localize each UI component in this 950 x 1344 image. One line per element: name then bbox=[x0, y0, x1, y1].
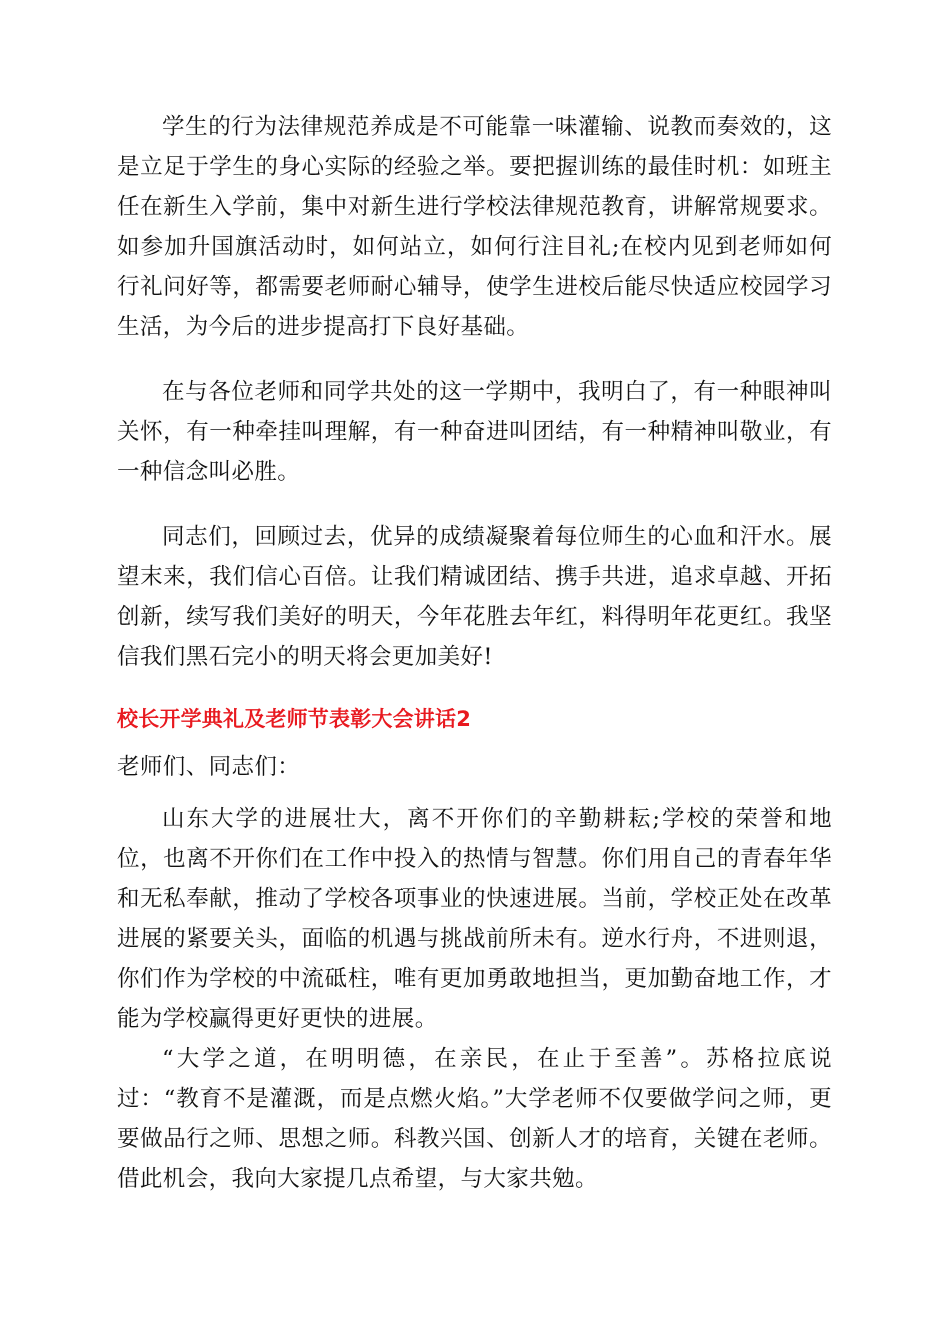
salutation: 老师们、同志们： bbox=[117, 754, 301, 780]
paragraph-teacher-expectations: “大学之道，在明明德，在亲民，在止于至善”。苏格拉底说过：“教育不是灌溉，而是点燃火焰。”大学老师不仅要做学问之师，更要做品行之师、思想之师。科教兴国、创新人才的培育，关键在老师。借此机会，我向大家提几点希望，与大家共勉。 bbox=[117, 1046, 832, 1192]
paragraph-behavior-norms: 学生的行为法律规范养成是不可能靠一味灌输、说教而奏效的，这是立足于学生的身心实际的经验之举。要把握训练的最佳时机：如班主任在新生入学前，集中对新生进行学校法律规范教育，讲解常规要求。如参加升国旗活动时，如何站立，如何行注目礼;在校内见到老师如何行礼问好等，都需要老师耐心辅导，使学生进校后能尽快适应校园学习生活，为今后的进步提高打下良好基础。 bbox=[117, 114, 832, 340]
paragraph-semester-reflection: 在与各位老师和同学共处的这一学期中，我明白了，有一种眼神叫关怀，有一种牵挂叫理解，有一种奋进叫团结，有一种精神叫敬业，有一种信念叫必胜。 bbox=[117, 379, 832, 485]
paragraph-university-development: 山东大学的进展壮大，离不开你们的辛勤耕耘;学校的荣誉和地位，也离不开你们在工作中投入的热情与智慧。你们用自己的青春年华和无私奉献，推动了学校各项事业的快速进展。当前，学校正处在改革进展的紧要关头，面临的机遇与挑战前所未有。逆水行舟，不进则退，你们作为学校的中流砥柱，唯有更加勇敢地担当，更加勤奋地工作，才能为学校赢得更好更快的进展。 bbox=[117, 806, 832, 1032]
section-heading: 校长开学典礼及老师节表彰大会讲话2 bbox=[117, 707, 472, 731]
paragraph-looking-ahead: 同志们，回顾过去，优异的成绩凝聚着每位师生的心血和汗水。展望末来，我们信心百倍。让我们精诚团结、携手共进，追求卓越、开拓创新，续写我们美好的明天，今年花胜去年红，料得明年花更红。我坚信我们黑石完小的明天将会更加美好! bbox=[117, 524, 832, 670]
